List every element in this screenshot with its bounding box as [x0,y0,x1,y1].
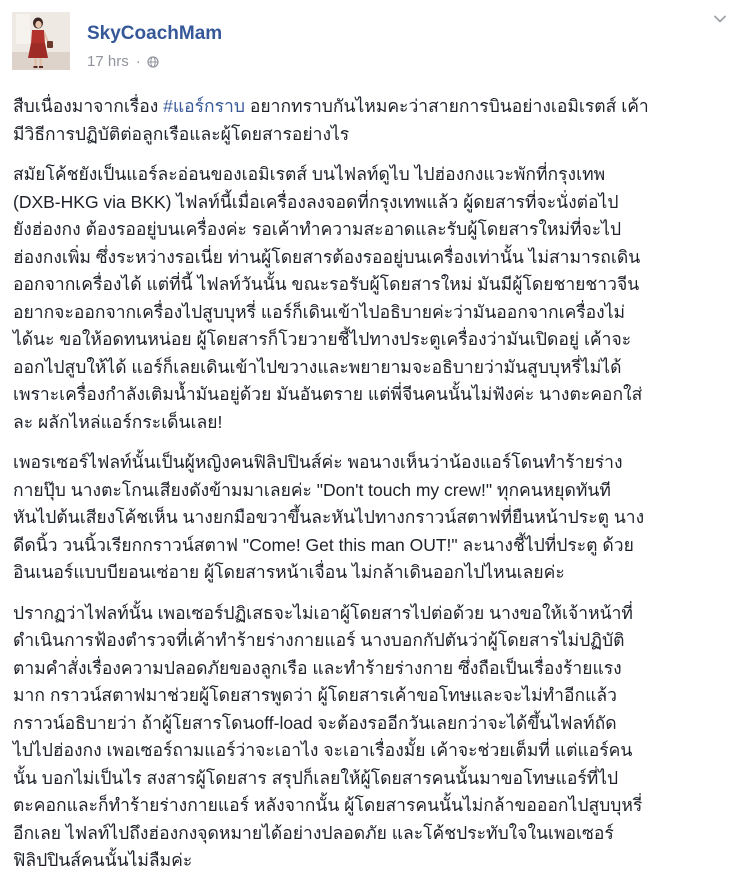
post-text-line: กราวน์อธิบายว่า ถ้าผู้โยสารโดนoff-load จะต้องรออีกวันเลยกว่าจะได้ขึ้นไฟลท์ถัด [13,712,617,733]
post-text-line: อีกเลย ไฟลท์ไปถึงฮ่องกงจุดหมายได้อย่างปลอดภัย และโค้ชประทับใจในเพอเซอร์ [13,822,614,843]
post-text-line: ออกไปสูบให้ได้ แอร์ก็เลยเดินเข้าไปขวางและพยายามจะอธิบายว่ามันสูบบุหรี่ไม่ได้ [13,356,622,377]
avatar-photo [12,12,70,70]
post-text-line: ปรากฏว่าไฟลท์นั้น เพอเซอร์ปฏิเสธจะไม่เอาผู้โดยสารไปต่อด้วย นางขอให้เจ้าหน้าที่ [13,602,633,623]
post-text-line: ฮ่องกงเพิ่ม ซึ่งระหว่างรอเนี่ย ท่านผู้โดยสารต้องรออยู่บนเครื่องเท่านั้น ไม่สามารถเดิน [13,246,641,267]
post-meta [87,52,159,72]
timestamp-link[interactable]: 17 hrs [87,53,129,70]
post-text-line [13,93,733,121]
post-paragraph [13,600,733,875]
post-paragraph [13,449,733,587]
post-text-line: ตามคำสั่งเรื่องความปลอดภัยของลูกเรือ และทำร้ายร่างกาย ซึ่งถือเป็นเรื่องร้ายแรง [13,657,622,678]
post-text-line: ฟิลิปปินส์คนนั้นไม่ลืมค่ะ [13,850,193,870]
post-text-line: เพราะเครื่องกำลังเติมน้ำมันอยู่ด้วย มันอันตราย แต่พี่จีนคนนั้นไม่ฟังค่ะ นางตะคอกใส่ [13,384,643,404]
post-text-line: มาก กราวน์สตาฟมาช่วยผู้โดยสารพูดว่า ผู้โดยสารเค้าขอโทษและจะไม่ทำอีกแล้ว [13,685,617,705]
post-text-line: ได้นะ ขอให้อดทนหน่อย ผู้โดยสารก็โวยวายชี้ไปทางประตูเครื่องว่ามันเปิดอยู่ เค้าจะ [13,329,632,349]
avatar[interactable] [12,12,70,70]
post-text-line: ออกจากเครื่องได้ แต่ที่นี้ ไฟลท์วันนั้น ขณะรอรับผู้โดยสารใหม่ มันมีผู้โดยชายชาวจีน [13,274,640,294]
post-text-line: (DXB-HKG via BKK) ไฟลท์นี้เมื่อเครื่องลงจอดที่กรุงเทพแล้ว ผู้ดยสารที่จะนั่งต่อไป [13,191,619,212]
post-text-line: อินเนอร์แบบบียอนเซ่อาย ผู้โดยสารหน้าเจื่อน ไม่กล้าเดินออกไปไหนเลยค่ะ [13,562,565,582]
post-text-line: อยากจะออกจากเครื่องไปสูบบุหรี่ แอร์ก็เดินเข้าไปอธิบายค่ะว่ามันออกจากเครื่องไม่ [13,301,626,322]
post-paragraph-intro [13,93,733,148]
post-text-line: มีวิธีการปฏิบัติต่อลูกเรือและผู้โดยสารอย่างไร [13,123,350,144]
post-text-line: ละ ผลักไหล่แอร์กระเด็นเลย! [13,411,223,432]
intro-text-after-hashtag: อยากทราบกันไหมคะว่าสายการบินอย่างเอมิเรตส์ เค้า [245,96,649,116]
post-text-line: ยังฮ่องกง ต้องรออยู่บนเครื่องค่ะ รอเค้าทำความสะอาดและรับผู้โดยสารใหม่ที่จะไป [13,219,622,239]
post-body [13,93,733,875]
post-options-button[interactable] [711,12,729,26]
post-text-line: สมัยโค้ชยังเป็นแอร์ละอ่อนของเอมิเรตส์ บนไฟลท์ดูไบ ไปฮ่องกงแวะพักที่กรุงเทพ [13,164,606,184]
hashtag-link[interactable]: #แอร์กราบ [163,96,245,116]
chevron-down-icon [714,10,726,28]
globe-icon [147,56,159,68]
post-text-line: ดีดนิ้ว วนนิ้วเรียกกราวน์สตาฟ "Come! Get this man OUT!" ละนางชี้ไปที่ประตู ด้วย [13,534,634,555]
meta-separator: · [135,53,141,70]
author-name[interactable]: SkyCoachMam [87,23,223,44]
post-text-line: ไปไปฮ่องกง เพอเซอร์ถามแอร์ว่าจะเอาไง จะเอาเรื่องมั้ย เค้าจะช่วยเต็มที่ แต่แอร์คน [13,740,633,760]
post-paragraph [13,161,733,436]
post-text-line: ดำเนินการฟ้องตำรวจที่เค้าทำร้ายร่างกายแอร์ นางบอกกัปตันว่าผู้โดยสารไม่ปฏิบัติ [13,630,625,650]
post-text-line: ตะคอกและก็ทำร้ายร่างกายแอร์ หลังจากนั้น ผู้โดยสารคนนั้นไม่กล้าขอออกไปสูบบุหรี่ [13,795,643,815]
intro-text-before-hashtag: สืบเนื่องมาจากเรื่อง [13,96,164,116]
post-text-line: หันไปต้นเสียงโค้ชเห็น นางยกมือขวาขึ้นละหันไปทางกราวน์สตาฟที่ยืนหน้าประตู นาง [13,507,645,527]
post-text-line: เพอรเซอร์ไฟลท์นั้นเป็นผู้หญิงคนฟิลิปปินส์ค่ะ พอนางเห็นว่าน้องแอร์โดนทำร้ายร่าง [13,452,623,472]
post-text-line: นั้น บอกไม่เป็นไร สงสารผู้โดยสาร สรุปก็เลยให้ผู้โดยสารคนนั้นมาขอโทษแอร์ที่ไป [13,767,619,788]
post-text-line: กายปุ๊บ นางตะโกนเสียงดังข้ามมาเลยค่ะ "Don't touch my crew!" ทุกคนหยุดทันที [13,479,611,500]
